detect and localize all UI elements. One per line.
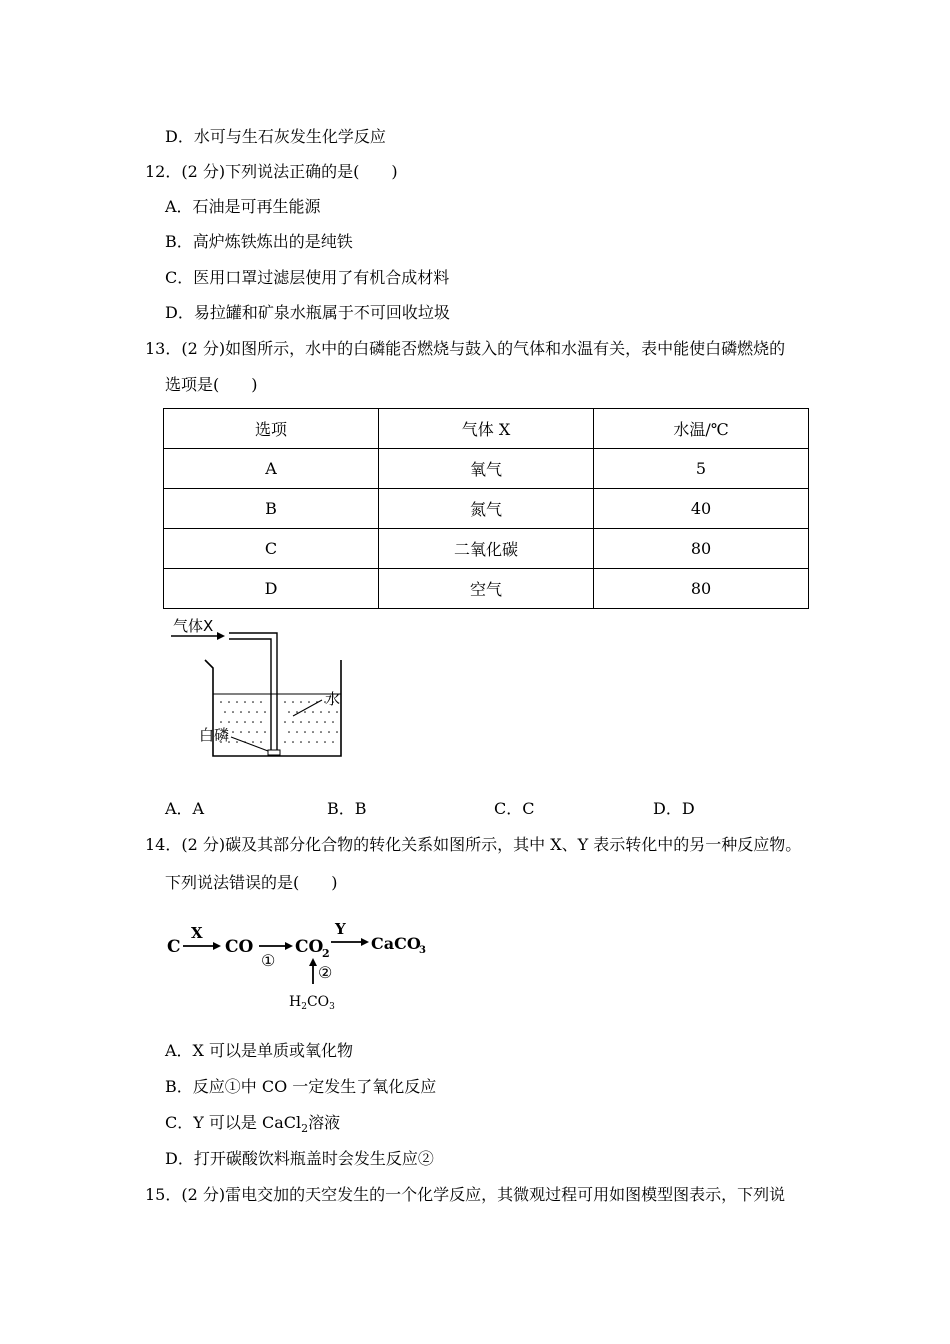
q14-option-d: D．打开碳酸饮料瓶盖时会发生反应②: [165, 1149, 434, 1168]
gas-x-label: 气体X: [173, 617, 214, 635]
table-cell: 80: [594, 529, 809, 569]
q14-option-b: B．反应①中 CO 一定发生了氧化反应: [165, 1077, 437, 1096]
table-cell: C: [164, 529, 379, 569]
water-label: 水: [325, 690, 341, 708]
arrow-head-icon: [309, 958, 317, 966]
q14-stem-line1: 14．(2 分)碳及其部分化合物的转化关系如图所示，其中 X、Y 表示转化中的另一种反应物。: [145, 835, 802, 854]
q13-choices: [165, 798, 805, 820]
arrow-head-icon: [213, 942, 221, 950]
q12-option-c: C．医用口罩过滤层使用了有机合成材料: [165, 268, 450, 287]
table-cell: 5: [594, 449, 809, 489]
h2co3-node: $H_2CO_3$: [289, 994, 335, 1012]
reactant-y-label: Y: [335, 920, 346, 938]
q14-stem-line2: 下列说法错误的是( ): [165, 873, 338, 892]
carbon-node: C: [167, 937, 181, 957]
table-cell: 氮气: [379, 489, 594, 529]
table-cell: 空气: [379, 569, 594, 609]
q12-option-d: D．易拉罐和矿泉水瓶属于不可回收垃圾: [165, 303, 450, 322]
table-header-cell: 选项: [164, 409, 379, 449]
water-body: [220, 701, 338, 743]
arrow-head-icon: [361, 938, 369, 946]
table-cell: A: [164, 449, 379, 489]
co2-subscript: 2: [322, 947, 330, 960]
q13-choice-b: B．B: [327, 799, 367, 818]
co-node: CO: [225, 937, 254, 957]
table-row: [164, 569, 809, 609]
table-header-cell: 气体 X: [379, 409, 594, 449]
table-header-row: [164, 409, 809, 449]
gas-tube: [229, 633, 277, 752]
q13-stem-line1: 13．(2 分)如图所示，水中的白磷能否燃烧与鼓入的气体和水温有关，表中能使白磷燃烧的: [145, 339, 786, 358]
q12-option-a: A．石油是可再生能源: [165, 197, 321, 216]
reaction-1-label: ①: [261, 951, 276, 970]
table-cell: 二氧化碳: [379, 529, 594, 569]
reaction-2-label: ②: [318, 963, 333, 982]
table-row: [164, 449, 809, 489]
q14-option-c: C．Y 可以是 CaCl$_2$溶液: [165, 1113, 341, 1136]
white-phosphorus: [268, 750, 280, 755]
caco3-node: CaCO: [371, 934, 421, 953]
beaker-diagram: [165, 612, 355, 762]
q13-stem-line2: 选项是( ): [165, 375, 258, 394]
caco3-subscript: 3: [419, 945, 426, 956]
table-row: [164, 529, 809, 569]
carbon-conversion-diagram: [165, 918, 445, 1014]
table-cell: 80: [594, 569, 809, 609]
phosphorus-label: 白磷: [199, 726, 230, 744]
q13-choice-a: A．A: [165, 799, 205, 818]
table-cell: B: [164, 489, 379, 529]
table-cell: D: [164, 569, 379, 609]
arrow-head-icon: [217, 632, 225, 640]
table-cell: 氧气: [379, 449, 594, 489]
q15-stem-line1: 15．(2 分)雷电交加的天空发生的一个化学反应，其微观过程可用如图模型图表示，下列说: [145, 1185, 786, 1204]
arrow-head-icon: [285, 942, 293, 950]
q13-choice-c: C．C: [494, 799, 535, 818]
table-cell: 40: [594, 489, 809, 529]
q14-option-a: A．X 可以是单质或氧化物: [165, 1041, 354, 1060]
table-header-cell: 水温/℃: [594, 409, 809, 449]
q12-stem: 12．(2 分)下列说法正确的是( ): [145, 162, 398, 181]
q13-choice-d: D．D: [653, 799, 695, 818]
q12-option-b: B．高炉炼铁炼出的是纯铁: [165, 232, 353, 251]
co2-node: CO: [295, 937, 324, 957]
q13-options-table: [163, 408, 809, 609]
q11-option-d: D．水可与生石灰发生化学反应: [165, 127, 386, 146]
reactant-x-label: X: [191, 924, 203, 942]
table-row: [164, 489, 809, 529]
